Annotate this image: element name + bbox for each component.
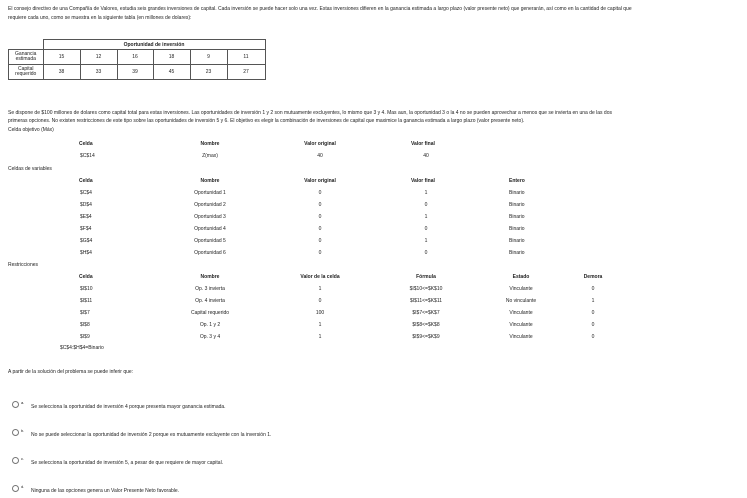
table-cell: 39: [117, 65, 153, 80]
option-text[interactable]: Se selecciona la oportunidad de inversión 4 porque presenta mayor ganancia estimada.: [31, 404, 226, 410]
constraint-status: No vinculante: [505, 298, 537, 304]
constraint-formula: $I$10<=$K$10: [409, 286, 443, 292]
objective-name: Z(max): [202, 153, 218, 159]
variable-name: Oportunidad 6: [194, 250, 226, 256]
investment-table: [8, 39, 266, 80]
variable-cell: $G$4: [80, 238, 93, 244]
description-line-1: Se dispone de $100 millones de dolares como capital total para estas inversiones. Las oportunidades de inversión 1 y 2 son mutuamente excluyentes, lo mismo que 3 y 4. Mas aun, la oportunidad 3 o la 4 no se pueden aprovechar a menos que se invierta en una de las dos: [8, 110, 612, 116]
variable-integer: Binario: [509, 226, 525, 232]
row-label: Capital requerido: [9, 65, 44, 80]
constraint-cell: $I$8: [80, 322, 90, 328]
constraint-status: Vinculante: [509, 322, 533, 328]
table-cell: 11: [227, 50, 265, 65]
binary-constraint-note: $C$4:$H$4=Binario: [60, 345, 104, 351]
radio-button[interactable]: [12, 429, 19, 436]
table-cell: 16: [117, 50, 153, 65]
constraints-header-valor-celda: Valor de la celda: [300, 274, 340, 280]
constraint-formula: $I$9<=$K$9: [412, 334, 440, 340]
question-text: A partir de la solución del problema se puede inferir que:: [8, 369, 134, 375]
constraint-formula: $I$7<=$K$7: [412, 310, 440, 316]
constraint-status: Vinculante: [509, 286, 533, 292]
variables-header-celda: Celda: [79, 178, 93, 184]
constraint-slack: 0: [591, 310, 595, 316]
constraint-cell: $I$9: [80, 334, 90, 340]
objective-header-valor-final: Valor final: [411, 141, 435, 147]
table-cell: 45: [153, 65, 190, 80]
constraint-value: 0: [318, 298, 322, 304]
constraint-cell: $I$11: [80, 298, 93, 304]
objective-title: Celda objetivo (Máx): [8, 127, 54, 133]
variable-name: Oportunidad 1: [194, 190, 226, 196]
objective-original: 40: [317, 153, 323, 159]
variables-header-valor-final: Valor final: [411, 178, 435, 184]
variable-final: 0: [424, 250, 428, 256]
constraint-cell: $I$7: [80, 310, 90, 316]
constraint-slack: 0: [591, 322, 595, 328]
variable-cell: $H$4: [80, 250, 92, 256]
variable-cell: $F$4: [80, 226, 92, 232]
intro-line-2: requiere cada uno, como se muestra en la siguiente tabla (en millones de dolares):: [8, 15, 192, 21]
table-header: Oportunidad de inversión: [43, 40, 265, 50]
table-cell: 15: [43, 50, 80, 65]
constraint-formula: $I$8<=$K$8: [412, 322, 440, 328]
variable-final: 1: [424, 190, 428, 196]
constraints-header-demora: Demora: [583, 274, 603, 280]
description-line-2: primeras opciones. No existen restricciones de este tipo sobre las oportunidades de inversión 5 y 6. El objetivo es elegir la combinación de inversiones de capital que maximice la ganancia estimada a largo plazo (valor presente neto).: [8, 118, 525, 124]
constraints-header-formula: Fórmula: [416, 274, 436, 280]
constraint-slack: 0: [591, 334, 595, 340]
variable-original: 0: [318, 226, 322, 232]
option-letter: d.: [21, 484, 25, 489]
variable-integer: Binario: [509, 202, 525, 208]
constraint-name: Op. 3 invierta: [195, 286, 225, 292]
table-cell: 38: [43, 65, 80, 80]
option-letter: c.: [21, 456, 25, 461]
variable-original: 0: [318, 238, 322, 244]
table-cell: 33: [80, 65, 117, 80]
objective-header-valor-original: Valor original: [304, 141, 336, 147]
constraints-title: Restricciones: [8, 262, 39, 268]
table-cell: 12: [80, 50, 117, 65]
constraint-cell: $I$10: [80, 286, 93, 292]
variables-header-nombre: Nombre: [200, 178, 220, 184]
table-cell: 9: [190, 50, 227, 65]
variables-title: Celdas de variables: [8, 166, 52, 172]
variable-name: Oportunidad 4: [194, 226, 226, 232]
option-letter: a.: [21, 400, 25, 405]
variable-final: 1: [424, 214, 428, 220]
table-cell: 23: [190, 65, 227, 80]
constraint-value: 1: [318, 322, 322, 328]
option-text[interactable]: No se puede seleccionar la oportunidad de inversión 2 porque es mutuamente excluyente con la inversión 1.: [31, 432, 272, 438]
constraint-slack: 0: [591, 286, 595, 292]
objective-final: 40: [423, 153, 429, 159]
constraint-status: Vinculante: [509, 310, 533, 316]
constraint-value: 1: [318, 286, 322, 292]
objective-header-celda: Celda: [79, 141, 93, 147]
radio-button[interactable]: [12, 485, 19, 492]
constraint-name: Op. 3 y 4: [199, 334, 221, 340]
variable-name: Oportunidad 2: [194, 202, 226, 208]
constraint-name: Op. 4 invierta: [195, 298, 225, 304]
constraint-formula: $I$11<=$K$11: [409, 298, 443, 304]
radio-button[interactable]: [12, 401, 19, 408]
constraints-header-celda: Celda: [79, 274, 93, 280]
variables-header-entero: Entero: [509, 178, 525, 184]
variable-final: 1: [424, 238, 428, 244]
intro-line-1: El consejo directivo de una Compañía de Valores, estudia seis grandes inversiones de capital. Cada inversión se puede hacer solo una vez. Estas inversiones difieren en la ganancia estimada a largo plazo (valor presente neto) que generarán, así como en la cantidad de capital que: [8, 6, 632, 12]
table-cell: 27: [227, 65, 265, 80]
variable-name: Oportunidad 3: [194, 214, 226, 220]
option-letter: b.: [21, 428, 25, 433]
constraint-value: 100: [315, 310, 325, 316]
variable-integer: Binario: [509, 238, 525, 244]
variable-name: Oportunidad 5: [194, 238, 226, 244]
variable-original: 0: [318, 202, 322, 208]
variable-original: 0: [318, 250, 322, 256]
variable-integer: Binario: [509, 190, 525, 196]
constraint-name: Op. 1 y 2: [199, 322, 221, 328]
table-cell: 18: [153, 50, 190, 65]
objective-cell: $C$14: [80, 153, 95, 159]
variable-original: 0: [318, 190, 322, 196]
constraint-status: Vinculante: [509, 334, 533, 340]
objective-header-nombre: Nombre: [200, 141, 220, 147]
constraint-value: 1: [318, 334, 322, 340]
constraints-header-nombre: Nombre: [200, 274, 220, 280]
constraint-name: Capital requerido: [190, 310, 230, 316]
table-row: [9, 65, 266, 80]
option-text[interactable]: Ninguna de las opciones genera un Valor Presente Neto favorable.: [31, 488, 180, 494]
table-corner: [9, 40, 44, 50]
constraints-header-estado: Estado: [512, 274, 530, 280]
table-row: [9, 50, 266, 65]
variable-integer: Binario: [509, 250, 525, 256]
variable-cell: $E$4: [80, 214, 92, 220]
row-label: Ganancia estimada: [9, 50, 44, 65]
radio-button[interactable]: [12, 457, 19, 464]
variable-cell: $D$4: [80, 202, 92, 208]
option-text[interactable]: Se selecciona la oportunidad de inversión 5, a pesar de que requiere de mayor capital.: [31, 460, 224, 466]
variables-header-valor-original: Valor original: [304, 178, 336, 184]
variable-integer: Binario: [509, 214, 525, 220]
variable-original: 0: [318, 214, 322, 220]
variable-final: 0: [424, 226, 428, 232]
variable-cell: $C$4: [80, 190, 92, 196]
variable-final: 0: [424, 202, 428, 208]
constraint-slack: 1: [591, 298, 595, 304]
